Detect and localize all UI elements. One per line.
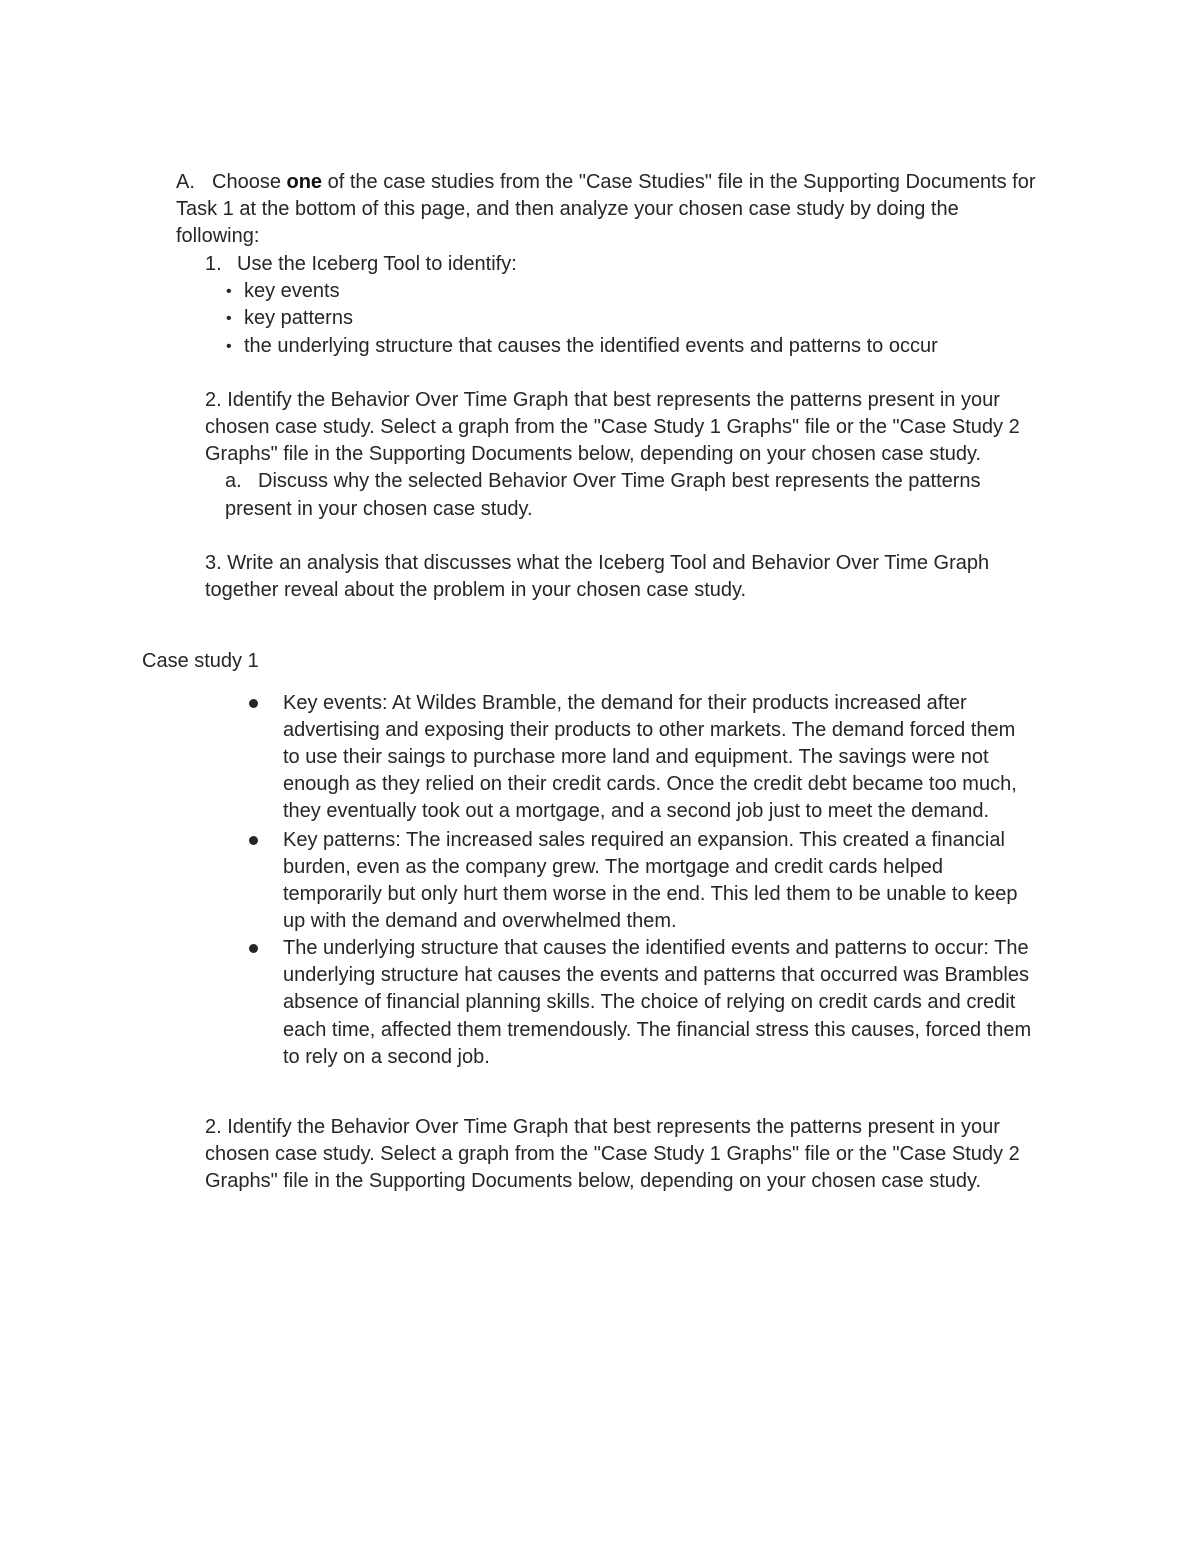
case-bullet-3-line-3: absence of financial planning skills. The choice of relying on credit cards and credit — [283, 991, 1016, 1013]
item-1-text: Use the Iceberg Tool to identify: — [237, 253, 517, 275]
bullet-icon — [249, 944, 258, 953]
case-bullet-1-line-2: advertising and exposing their products to other markets. The demand forced them — [283, 719, 1016, 741]
item-2-line-1: 2. Identify the Behavior Over Time Graph that best represents the patterns present in your — [205, 389, 1000, 411]
section-a-label: A. — [176, 171, 195, 193]
item-2a-label: a. — [225, 470, 242, 492]
item-1-label: 1. — [205, 253, 222, 275]
case-bullet-2-line-3: temporarily but only hurt them worse in the end. This led them to be unable to keep — [283, 883, 1018, 905]
item-2a-line-2: present in your chosen case study. — [225, 498, 533, 520]
item-2-line-3: Graphs" file in the Supporting Documents below, depending on your chosen case study. — [205, 443, 982, 465]
item-1-bullet-1: key events — [244, 280, 340, 302]
section-a-line-1: Choose one of the case studies from the "Case Studies" file in the Supporting Documents for — [212, 171, 1036, 193]
case-bullet-2-line-4: up with the demand and overwhelmed them. — [283, 910, 677, 932]
case-bullet-2-line-2: burden, even as the company grew. The mortgage and credit cards helped — [283, 856, 944, 878]
repeat-item-2-line-1: 2. Identify the Behavior Over Time Graph that best represents the patterns present in your — [205, 1116, 1000, 1138]
repeat-item-2-line-3: Graphs" file in the Supporting Documents below, depending on your chosen case study. — [205, 1170, 982, 1192]
bullet-icon: • — [226, 283, 232, 300]
bullet-icon: • — [226, 338, 232, 355]
case-bullet-3-line-5: to rely on a second job. — [283, 1046, 490, 1068]
section-a-line-3: following: — [176, 225, 260, 247]
item-3-line-1: 3. Write an analysis that discusses what the Iceberg Tool and Behavior Over Time Graph — [205, 552, 990, 574]
item-2-line-2: chosen case study. Select a graph from the "Case Study 1 Graphs" file or the "Case Study 2 — [205, 416, 1020, 438]
item-1-bullet-3: the underlying structure that causes the identified events and patterns to occur — [244, 335, 938, 357]
case-bullet-1-line-4: enough as they relied on their credit cards. Once the credit debt became too much, — [283, 773, 1017, 795]
emphasis-one: one — [286, 171, 323, 193]
item-1-bullet-2: key patterns — [244, 307, 353, 329]
item-3-line-2: together reveal about the problem in your chosen case study. — [205, 579, 747, 601]
bullet-icon — [249, 699, 258, 708]
item-2a-line-1: Discuss why the selected Behavior Over Time Graph best represents the patterns — [258, 470, 981, 492]
section-a-line-2: Task 1 at the bottom of this page, and then analyze your chosen case study by doing the — [176, 198, 959, 220]
case-bullet-1-line-5: they eventually took out a mortgage, and a second job just to meet the demand. — [283, 800, 990, 822]
case-bullet-1-line-1: Key events: At Wildes Bramble, the demand for their products increased after — [283, 692, 967, 714]
case-bullet-1-line-3: to use their saings to purchase more land and equipment. The savings were not — [283, 746, 989, 768]
case-study-heading: Case study 1 — [142, 650, 259, 672]
case-bullet-3-line-2: underlying structure hat causes the events and patterns that occurred was Brambles — [283, 964, 1029, 986]
bullet-icon: • — [226, 310, 232, 327]
case-bullet-2-line-1: Key patterns: The increased sales required an expansion. This created a financial — [283, 829, 1005, 851]
case-bullet-3-line-1: The underlying structure that causes the identified events and patterns to occur: The — [283, 937, 1029, 959]
bullet-icon — [249, 836, 258, 845]
repeat-item-2-line-2: chosen case study. Select a graph from the "Case Study 1 Graphs" file or the "Case Study 2 — [205, 1143, 1020, 1165]
case-bullet-3-line-4: each time, affected them tremendously. The financial stress this causes, forced them — [283, 1019, 1032, 1041]
